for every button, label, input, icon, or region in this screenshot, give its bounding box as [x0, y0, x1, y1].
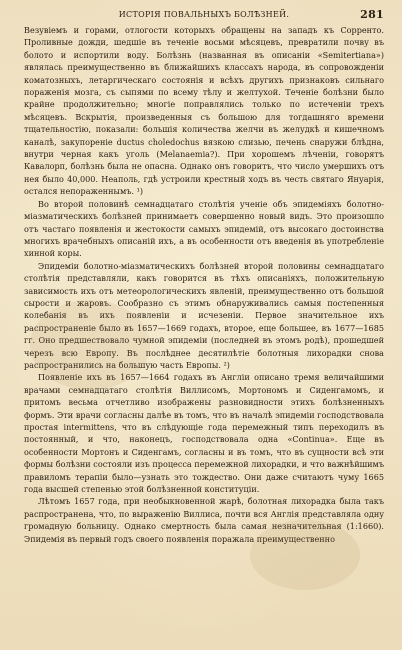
- running-title: ИСТОРІЯ ПОВАЛЬНЫХЪ БОЛѢЗНЕЙ.: [118, 10, 290, 19]
- running-head: [24, 8, 384, 22]
- paragraph: Во второй половинѣ семнадцатаго столѣтія ученіе объ эпидеміяхъ болотно-міазматическихъ болѣзней принимаетъ совершенно новый видъ. Это произошло отъ частаго появленія и жестокости самыхъ эпидемій, отъ высокаго достоинства многихъ врачебныхъ описаній ихъ, а въ особенности отъ введенія въ употребленіе хинной коры.: [24, 198, 384, 259]
- page-number: 281: [360, 8, 384, 21]
- paragraph: Появленіе ихъ въ 1657—1664 годахъ въ Англіи описано тремя величайшими врачами семнадцатаго столѣтія Виллисомъ, Мортономъ и Сиденгамомъ, и притомъ весьма отчетливо изображены разновидности этихъ болѣзненныхъ формъ. Эти врачи согласны далѣе въ томъ, что въ началѣ эпидеміи господствовала простая intermittens, что въ слѣдующіе года перемежный типъ переходилъ въ постоянный, и что, наконецъ, господствовала одна «Continua». Еще въ особенности Мортонъ и Сиденгамъ, согласны и въ томъ, что въ сущности всѣ эти формы болѣзни состояли изъ процесса перемежной лихорадки, и что важнѣйшимъ правиломъ терапіи было—узнать это тождество. Они даже считаютъ чуму 1665 года высшей степенью этой болѣзненной конституціи.: [24, 372, 384, 495]
- paragraph: Везувіемъ и горами, отлогости которыхъ обращены на западъ къ Сорренто. Проливные дожди, шедшіе въ теченіе восьми мѣсяцевъ, превратили почву въ болото и испортили воду. Болѣзнь (названная въ описаніи «Semitertiana») являлась преимущественно въ ближайшихъ классахъ народа, въ сопровожденіи коматозныхъ, летаргическаго состоянія и всѣхъ другихъ признаковъ сильнаго пораженія мозга, съ сыпями по всему тѣлу и желтухой. Теченіе болѣзни было крайне продолжительно; многіе поправлялись только по истеченіи трехъ мѣсяцевъ. Вскрытія, произведенныя съ большою для тогдашняго времени тщательностію, показали: большія количества желчи въ желудкѣ и кишечномъ каналѣ, закупореніе ductus choledochus вязкою слизью, печень снаружи блѣдна, внутри черная какъ уголь (Melanaemia?). При хорошемъ лѣченіи, говорятъ Кавалорп, болѣзнь была не опасна. Однако онъ говоритъ, что число умершихъ отъ нея было 40,000. Неаполь, гдѣ устроили крестный ходъ въ честь святаго Януарія, остался непораженнымъ. ¹): [24, 25, 384, 197]
- body-text: [24, 24, 384, 545]
- paragraph: Эпидеміи болотно-міазматическихъ болѣзней второй половины семнадцатаго столѣтія представляли, какъ говорится въ тѣхъ описаніяхъ, положительную зависимость ихъ отъ метеорологическихъ явленій, преимущественно отъ большой сырости и жаровъ. Сообразно съ этимъ обнаруживались самыя постепенныя колебанія въ ихъ появленіи и исчезеніи. Первое значительное ихъ распространеніе было въ 1657—1669 годахъ, второе, еще большее, въ 1677—1685 гг. Оно предшествовало чумной эпидеміи (последней въ этомъ родѣ), прошедшей черезъ всю Европу. Въ послѣднее десятилѣтіе болотныя лихорадки снова распространились на большую часть Европы. ²): [24, 260, 384, 370]
- paragraph: Лѣтомъ 1657 года, при необыкновенной жарѣ, болотная лихорадка была такъ распространена, что, по выраженію Виллиса, почти вся Англія представляла одну громадную больницу. Однако смертность была самая незначительная (1:1660). Эпидемія въ первый годъ своего появленія поражала преимущественно: [24, 496, 384, 544]
